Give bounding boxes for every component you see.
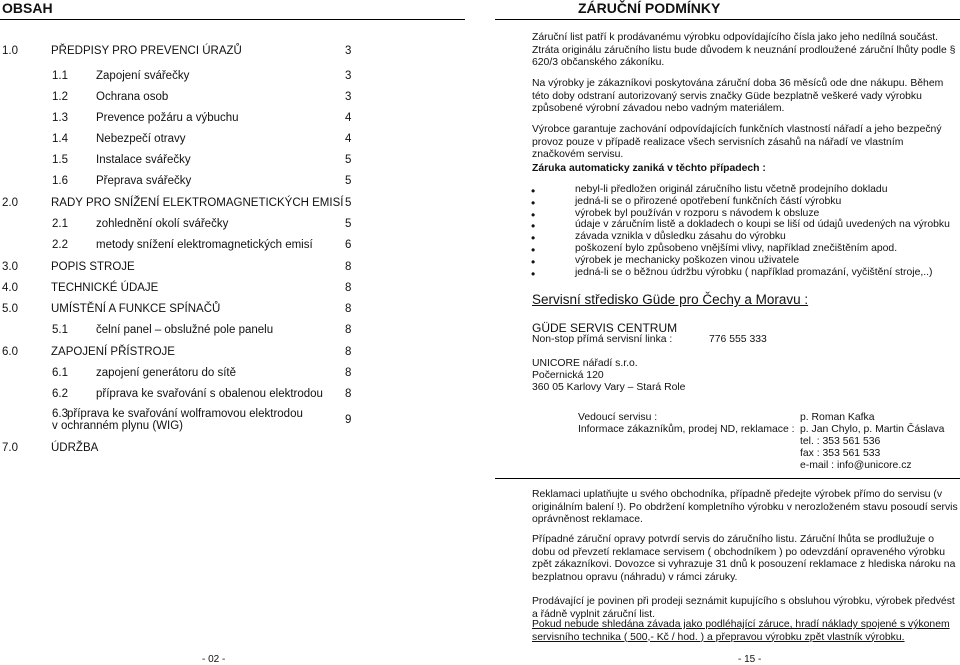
- contact-value: p. Jan Chylo, p. Martin Čáslava: [800, 424, 945, 435]
- list-item: • výrobek byl používán v rozporu s návodem k obsluze: [575, 208, 819, 219]
- toc-entry-number: 6.3: [52, 408, 68, 420]
- toc-entry-page: 8: [345, 346, 352, 358]
- toc-entry-page: 5: [345, 197, 352, 209]
- toc-entry-label: zohlednění okolí svářečky: [96, 218, 229, 230]
- toc-entry-page: 8: [345, 367, 352, 379]
- contact-label: Informace zákazníkům, prodej ND, reklamace :: [578, 424, 795, 435]
- toc-entry-page: 8: [345, 324, 352, 336]
- toc-entry-label: Ochrana osob: [96, 91, 169, 103]
- list-item: • výrobek je mechanicky poškozen vinou uživatele: [575, 255, 799, 266]
- right-page-number: - 15 -: [738, 654, 762, 665]
- contact-value: tel. : 353 561 536: [800, 436, 881, 447]
- warranty-paragraph-1: Záruční list patří k prodávanému výrobku odpovídajícího čísla jako jeho nedílná součást. Ztráta originálu záručního listu bude důvodem k neuznání prodloužené záruční lhůty podle § 620/3 občanského zákoníku.: [532, 32, 956, 69]
- toc-entry-label: TECHNICKÉ ÚDAJE: [51, 282, 159, 294]
- toc-entry-page: 6: [345, 239, 352, 251]
- hotline-label: Non-stop přímá servisní linka :: [532, 334, 673, 345]
- unicore-city: 360 05 Karlovy Vary – Stará Role: [532, 382, 686, 393]
- toc-entry-label-continued: v ochranném plynu (WIG): [52, 420, 184, 432]
- toc-entry-page: 3: [345, 45, 352, 57]
- toc-entry-page: 8: [345, 388, 352, 400]
- toc-entry-number: 1.6: [52, 175, 68, 187]
- list-item: • jedná-li se o běžnou údržbu výrobku ( například promazání, vyčištění stroje,..): [575, 267, 933, 278]
- toc-entry-page: 5: [345, 218, 352, 230]
- toc-entry-label: PŘEDPISY PRO PREVENCI ÚRAZŮ: [51, 45, 242, 57]
- list-item: • poškození bylo způsobeno vnějšími vlivy, například znečištěním apod.: [575, 243, 897, 254]
- contact-label: Vedoucí servisu :: [578, 412, 658, 423]
- warranty-paragraph-3: Výrobce garantuje zachování odpovídajících funkčních vlastností nářadí a jeho bezpečný provoz pouze v případě realizace všech servisních zásahů na nářadí ve vlastním značkovém servisu.: [532, 124, 942, 161]
- warranty-paragraph-2: Na výrobky je zákazníkovi poskytována záruční doba 36 měsíců ode dne nákupu. Během této doby odstraní autorizovaný servis značky Güde bezplatně veškeré vady výrobku způsobené výrobní závadou nebo vadným materiálem.: [532, 78, 944, 115]
- toc-entry-number: 6.2: [52, 388, 68, 400]
- toc-entry-number: 1.3: [52, 112, 68, 124]
- toc-entry-label: čelní panel – obslužné pole panelu: [96, 324, 274, 336]
- warranty-paragraph-7: Prodávající je povinen při prodeji seznámit kupujícího s obsluhou výrobku, výrobek předvést a řádně vyplnit záruční list.: [532, 596, 955, 620]
- toc-entry-number: 1.2: [52, 91, 68, 103]
- toc-entry-number: 1.4: [52, 133, 68, 145]
- contact-value: p. Roman Kafka: [800, 412, 875, 423]
- toc-entry-number: 2.1: [52, 218, 68, 230]
- toc-entry-page: 4: [345, 112, 352, 124]
- toc-entry-label: Prevence požáru a výbuchu: [96, 112, 239, 124]
- toc-entry-page: 8: [345, 261, 352, 273]
- toc-entry-page: 8: [345, 282, 352, 294]
- unicore-name: UNICORE nářadí s.r.o.: [532, 358, 638, 369]
- toc-entry-number: 2.0: [2, 197, 18, 209]
- toc-entry-label: Přeprava svářečky: [96, 175, 192, 187]
- toc-entry-label: Nebezpečí otravy: [96, 133, 186, 145]
- toc-entry-number: 4.0: [2, 282, 18, 294]
- toc-entry-label: RADY PRO SNÍŽENÍ ELEKTROMAGNETICKÝCH EMISÍ: [51, 197, 344, 209]
- toc-entry-number: 1.1: [52, 70, 68, 82]
- toc-entry-number: 6.1: [52, 367, 68, 379]
- toc-entry-number: 3.0: [2, 261, 18, 273]
- toc-entry-label: zapojení generátoru do sítě: [96, 367, 237, 379]
- toc-entry-number: 2.2: [52, 239, 68, 251]
- toc-entry-number: 1.5: [52, 154, 68, 166]
- warranty-paragraph-5: Reklamaci uplatňujte u svého obchodníka, případně předejte výrobek přímo do servisu (v originálním balení !). Po obdržení kompletního výrobku v nerozloženém stavu posoudí servis oprávněnost reklamace.: [532, 489, 958, 526]
- toc-entry-label: příprava ke svařování s obalenou elektrodou: [96, 388, 323, 400]
- toc-entry-label: Instalace svářečky: [96, 154, 191, 166]
- toc-entry-number: 7.0: [2, 442, 18, 454]
- contact-value: e-mail : info@unicore.cz: [800, 460, 912, 471]
- toc-entry-number: 6.0: [2, 346, 18, 358]
- section-rule: [495, 478, 960, 479]
- right-page-header: ZÁRUČNÍ PODMÍNKY: [578, 0, 721, 16]
- toc-entry-label: UMÍSTĚNÍ A FUNKCE SPÍNAČŮ: [51, 303, 221, 315]
- toc-entry-page: 5: [345, 175, 352, 187]
- toc-entry-page: 4: [345, 133, 352, 145]
- toc-entry-page: 5: [345, 154, 352, 166]
- list-item: • nebyl-li předložen originál záručního listu včetně prodejního dokladu: [575, 184, 888, 195]
- left-page-number: - 02 -: [202, 654, 226, 665]
- contact-value: fax : 353 561 533: [800, 448, 881, 459]
- warranty-paragraph-6: Případné záruční opravy potvrdí servis do záručního listu. Záruční lhůta se prodlužuje o dobu od převzetí reklamace servisem ( obchodníkem ) po odevzdání opraveného výrobku zpět zákazníkovi. Dovozce si vyhrazuje 31 dnů k posouzení reklamace z hlediska nároku na bezplatnou opravu (náhradu) v rámci záruky.: [532, 534, 956, 583]
- toc-entry-number: 1.0: [2, 45, 18, 57]
- toc-entry-page: 3: [345, 91, 352, 103]
- service-heading: Servisní středisko Güde pro Čechy a Moravu :: [532, 292, 809, 307]
- toc-entry-page: 8: [345, 303, 352, 315]
- list-item: • jedná-li se o přirozené opotřebení funkčních částí výrobku: [575, 196, 841, 207]
- toc-entry-page: 3: [345, 70, 352, 82]
- right-header-rule: [495, 19, 960, 20]
- toc-entry-label: Zapojení svářečky: [96, 70, 190, 82]
- toc-entry-number: 5.1: [52, 324, 68, 336]
- toc-entry-label: ÚDRŽBA: [51, 442, 99, 454]
- left-page-header: OBSAH: [2, 0, 53, 16]
- list-item: • závada vznikla v důsledku zásahu do výrobku: [575, 231, 786, 242]
- warranty-paragraph-8: Pokud nebude shledána závada jako podléhající záruce, hradí náklady spojené s výkonem servisního technika ( 500,- Kč / hod. ) a přepravou výrobku zpět vlastník výrobku.: [532, 619, 950, 643]
- hotline-number: 776 555 333: [709, 334, 767, 345]
- left-header-rule: [0, 19, 465, 20]
- toc-entry-page: 9: [345, 414, 352, 426]
- toc-entry-label: POPIS STROJE: [51, 261, 135, 273]
- list-item: • údaje v záručním listě a dokladech o koupi se liší od údajů uvedených na výrobku: [575, 219, 950, 230]
- toc-entry-label: příprava ke svařování wolframovou elektrodou: [67, 408, 303, 420]
- unicore-street: Počernická 120: [532, 370, 604, 381]
- warranty-void-heading: Záruka automaticky zaniká v těchto případech :: [532, 163, 766, 174]
- toc-entry-number: 5.0: [2, 303, 18, 315]
- toc-entry-label: metody snížení elektromagnetických emisí: [96, 239, 313, 251]
- toc-entry-label: ZAPOJENÍ PŘÍSTROJE: [51, 346, 175, 358]
- service-name: GÜDE SERVIS CENTRUM: [532, 321, 678, 335]
